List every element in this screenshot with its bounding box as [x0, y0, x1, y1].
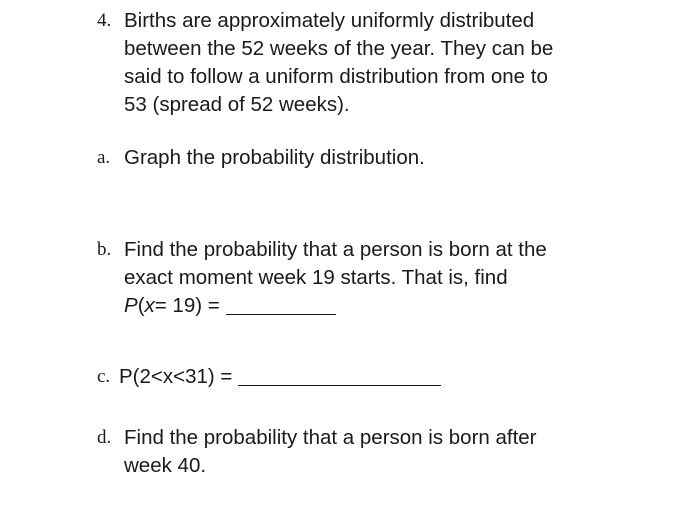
- part-b-answer-blank[interactable]: [226, 296, 336, 315]
- part-c-answer-blank[interactable]: [238, 367, 441, 386]
- part-a-marker: a.: [97, 147, 111, 168]
- part-d-text: Find the probability that a person is born after week 40.: [124, 426, 537, 477]
- problem-4: [97, 7, 657, 119]
- part-c: [97, 363, 657, 393]
- part-b-eq-var: x: [144, 294, 155, 317]
- part-c-eq: P(2<x<31) =: [119, 365, 233, 388]
- part-b-equation: [124, 292, 657, 322]
- part-a-text: Graph the probability distribution.: [124, 146, 425, 169]
- part-c-equation: [119, 363, 657, 393]
- part-d: [97, 424, 657, 480]
- part-d-marker: d.: [97, 427, 112, 448]
- part-b-eq-p: P: [124, 294, 138, 317]
- part-b-marker: b.: [97, 239, 112, 260]
- problem-number: 4.: [97, 10, 112, 31]
- part-b-text: Find the probability that a person is born at the exact moment week 19 starts. That is, find: [124, 238, 547, 289]
- problem-statement: Births are approximately uniformly distributed between the 52 weeks of the year. They can be said to follow a uniform distribution from one to 53 (spread of 52 weeks).: [124, 9, 554, 116]
- part-b-eq-open: (: [137, 294, 145, 317]
- part-c-marker: c.: [97, 366, 111, 387]
- part-b-eq-rest: = 19) =: [154, 294, 220, 317]
- part-b: [97, 236, 657, 322]
- part-a: [97, 144, 657, 172]
